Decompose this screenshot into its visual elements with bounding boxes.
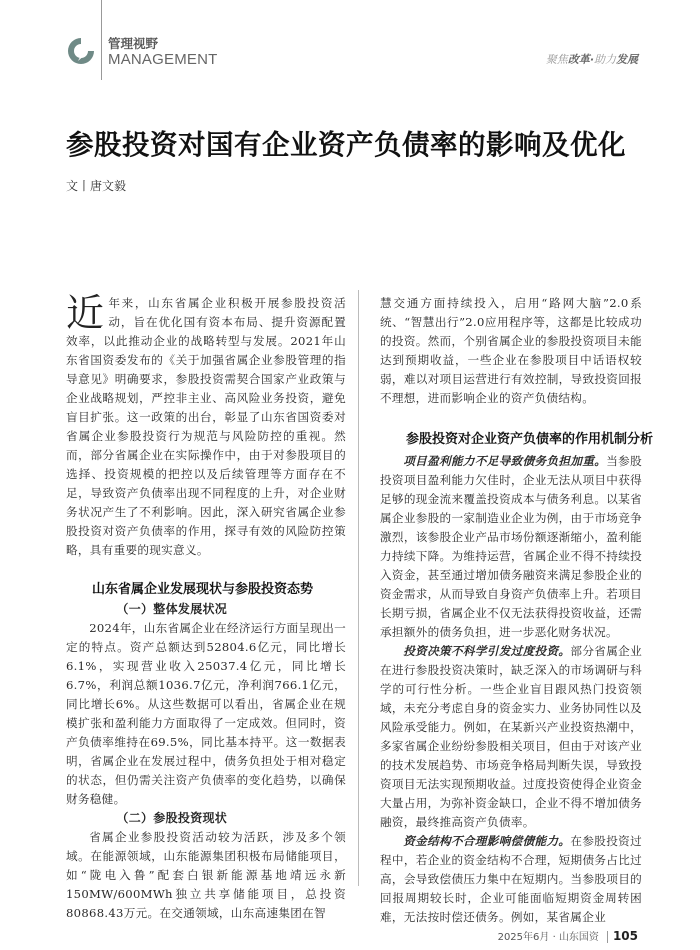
paragraph-body: 在参股投资过程中，若企业的资金结构不合理，短期债务占比过高，会导致偿债压力集中在短期内。当参股项目的回报周期较长时，企业可能面临短期资金周转困难，无法按时偿还债务。例如，某省属企业 <box>380 834 642 924</box>
intro-text: 年来，山东省属企业积极开展参股投资活动，旨在优化国有资本布局、提升资源配置效率，以此推动企业的战略转型与发展。2021年山东省国资委发布的《关于加强省属企业参股管理的指导意见》明确要求，参股投资需契合国家产业政策与企业战略规划，严控非主业、高风险业务投资，避免盲目扩张。这一政策的出台，彰显了山东省国资委对省属企业参股投资行为规范与风险防控的重视。然而，部分省属企业在实际操作中，由于对参股项目的选择、投资规模的把控以及后续管理等方面存在不足，导致资产负债率出现不同程度的上升，对企业财务状况产生了不利影响。因此，深入研究省属企业参股投资对资产负债率的作用，探寻有效的风险防控策略，具有重要的现实意义。 <box>66 296 346 557</box>
magazine-logo-icon <box>66 36 96 66</box>
section-heading: 参股投资对企业资产负债率的作用机制分析 <box>406 432 654 447</box>
body-paragraph <box>380 452 642 642</box>
article-byline: 文丨唐文毅 <box>66 179 127 193</box>
body-paragraph <box>380 832 642 927</box>
drop-cap: 近 <box>66 291 105 335</box>
header-slogan <box>546 51 638 67</box>
slogan-part: 改革 <box>567 53 590 66</box>
left-column <box>66 291 346 923</box>
slogan-dot: · <box>589 53 594 66</box>
section-heading: 山东省属企业发展现状与参股投资态势 <box>92 582 314 597</box>
header-divider-line <box>101 0 102 80</box>
page-footer <box>498 928 638 943</box>
footer-separator <box>607 931 608 943</box>
body-paragraph: 2024年，山东省属企业在经济运行方面呈现出一定的特点。资产总额达到52804.6亿元，同比增长6.1%，实现营业收入25037.4亿元，同比增长6.7%，利润总额1036.7亿元，净利润766.1亿元，同比增长6%。从这些数据可以看出，省属企业在规模扩张和盈利能力方面取得了一定成效。但同时，资产负债率维持在69.5%，同比基本持平。这一数据表明，省属企业在发展过程中，债务负担处于相对稳定的状态，但仍需关注资产负债率的变化趋势，以确保财务稳健。 <box>66 621 346 806</box>
issue-info: 2025年6月 · 山东国资 <box>497 932 599 943</box>
column-divider <box>358 290 359 886</box>
body-paragraph <box>380 642 642 832</box>
paragraph-body: 部分省属企业在进行参股投资决策时，缺乏深入的市场调研与科学的可行性分析。一些企业盲目跟风热门投资领域，未充分考虑自身的资金实力、业务协同性以及风险承受能力。例如，在某新兴产业投资热潮中，多家省属企业纷纷参股相关项目，但由于对该产业的技术发展趋势、市场竞争格局判断失误，导致投资项目无法实现预期收益。过度投资使得企业资金大量占用，为弥补资金缺口，企业不得不增加债务融资，最终推高资产负债率。 <box>380 644 642 829</box>
paragraph-lead: 投资决策不科学引发过度投资。 <box>403 644 571 658</box>
body-paragraph: 慧交通方面持续投入，启用“路网大脑”2.0系统、“智慧出行”2.0应用程序等，这都是比较成功的投资。然而，个别省属企业的参股投资项目未能达到预期收益，一些企业在参股项目中话语权较弱，难以对项目运营进行有效控制，导致投资回报不理想，进而影响企业的资产负债结构。 <box>380 296 642 405</box>
article-title: 参股投资对国有企业资产负债率的影响及优化 <box>66 129 626 161</box>
slogan-part: 助力 <box>594 53 616 66</box>
paragraph-body: 当参股投资项目盈利能力欠佳时，企业无法从项目中获得足够的现金流来覆盖投资成本与债务利息。以某省属企业参股的一家制造业企业为例，由于市场竞争激烈，该参股企业产品市场份额逐渐缩小，盈利能力持续下降。为维持运营，省属企业不得不持续投入资金，甚至通过增加债务融资来满足参股企业的资金需求，从而导致自身资产负债率上升。若项目长期亏损，省属企业不仅无法获得投资收益，还需承担额外的债务负担，进一步恶化财务状况。 <box>380 454 642 639</box>
right-column <box>380 294 654 927</box>
body-paragraph: 省属企业参股投资活动较为活跃，涉及多个领域。在能源领域，山东能源集团积极布局储能项目，如“陇电入鲁”配套白银新能源基地靖远永新150MW/600MWh独立共享储能项目，总投资80868.43万元。在交通领域，山东高速集团在智 <box>66 830 346 920</box>
slogan-part: 聚焦 <box>545 53 568 66</box>
subsection-heading: （一）整体发展状况 <box>116 602 228 616</box>
paragraph-lead: 项目盈利能力不足导致债务负担加重。 <box>403 454 607 468</box>
slogan-part: 发展 <box>616 53 638 66</box>
intro-paragraph <box>66 291 346 560</box>
page-number: 105 <box>612 929 638 943</box>
section-name-cn: 管理视野 <box>108 36 159 51</box>
section-brand <box>108 36 218 68</box>
subsection-heading: （二）参股投资现状 <box>116 811 228 825</box>
section-name-en: MANAGEMENT <box>108 51 218 68</box>
paragraph-lead: 资金结构不合理影响偿债能力。 <box>403 834 571 848</box>
